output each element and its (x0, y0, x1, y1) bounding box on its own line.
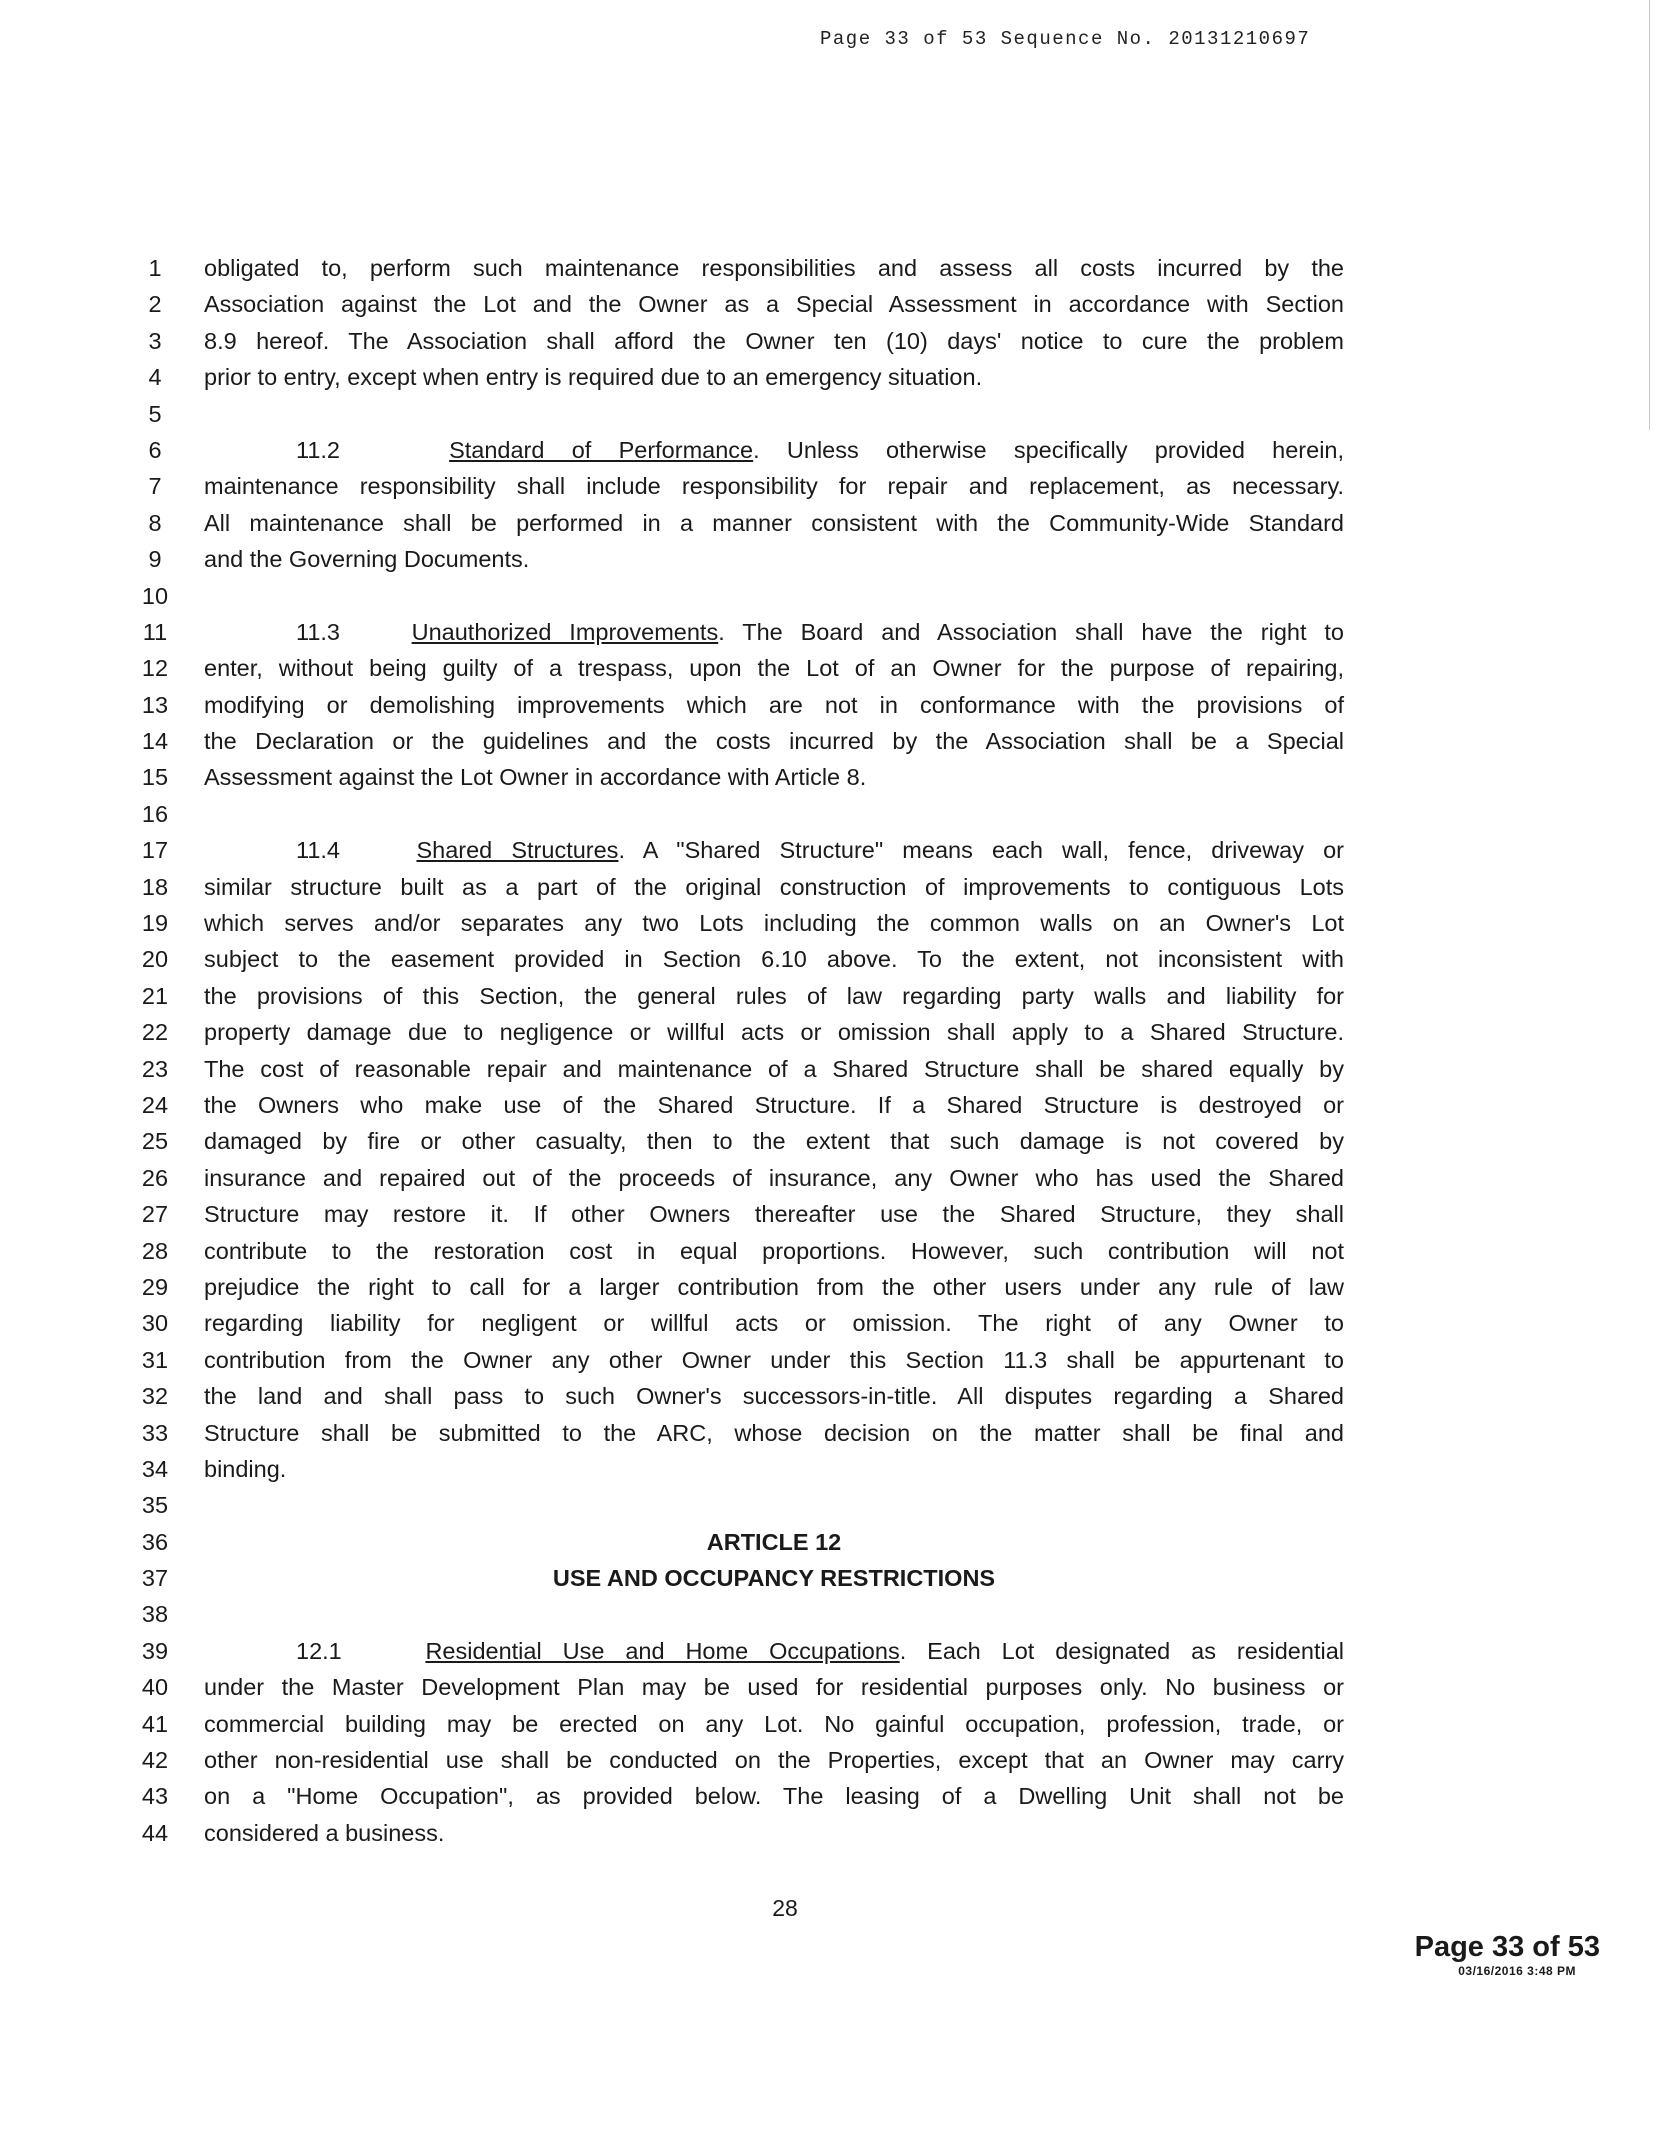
document-line (140, 869, 1360, 905)
document-line (140, 1269, 1360, 1305)
document-line (140, 1524, 1360, 1560)
section-text: . Each Lot designated as residential (899, 1637, 1344, 1664)
line-text: property damage due to negligence or willful acts or omission shall apply to a Shared Structure. (204, 1019, 1344, 1046)
line-number: 23 (141, 1055, 169, 1082)
line-number: 24 (141, 1091, 169, 1118)
document-body (140, 250, 1360, 1851)
document-line (140, 505, 1360, 541)
section-line (204, 1633, 1344, 1669)
document-line (140, 1415, 1360, 1451)
line-number: 38 (141, 1601, 169, 1628)
stamp-date: 03/16/2016 3:48 PM (1458, 1964, 1576, 1978)
document-line (140, 432, 1360, 468)
line-number: 32 (141, 1383, 169, 1410)
line-number: 17 (141, 837, 169, 864)
line-number: 2 (148, 291, 162, 318)
document-line (140, 759, 1360, 795)
section-line (204, 432, 1344, 468)
stamp-page-count: Page 33 of 53 (1414, 1931, 1600, 1963)
document-line (140, 796, 1360, 832)
line-number: 22 (141, 1019, 169, 1046)
line-text: the Declaration or the guidelines and the costs incurred by the Association shall be a Special (204, 728, 1344, 755)
line-text: The cost of reasonable repair and maintenance of a Shared Structure shall be shared equally by (204, 1055, 1344, 1082)
section-title: Unauthorized Improvements (411, 618, 719, 645)
line-number: 33 (141, 1419, 169, 1446)
section-line (204, 614, 1344, 650)
line-text: enter, without being guilty of a trespass, upon the Lot of an Owner for the purpose of repairing, (204, 655, 1344, 682)
document-line (140, 1633, 1360, 1669)
document-line (140, 1342, 1360, 1378)
line-text: considered a business. (204, 1819, 445, 1846)
line-text: the Owners who make use of the Shared Structure. If a Shared Structure is destroyed or (204, 1091, 1344, 1118)
line-number: 28 (141, 1237, 169, 1264)
article-heading: ARTICLE 12 (706, 1528, 842, 1555)
line-text: other non-residential use shall be conducted on the Properties, except that an Owner may carry (204, 1747, 1344, 1774)
line-text: modifying or demolishing improvements which are not in conformance with the provisions of (204, 691, 1344, 718)
line-number: 43 (141, 1783, 169, 1810)
scan-edge-mark (1649, 0, 1650, 430)
document-line (140, 1087, 1360, 1123)
document-line (140, 396, 1360, 432)
line-number: 5 (148, 400, 162, 427)
recording-stamp (1400, 1930, 1600, 1978)
document-line (140, 1305, 1360, 1341)
line-number: 18 (141, 873, 169, 900)
line-text: the land and shall pass to such Owner's successors-in-title. All disputes regarding a Shared (204, 1383, 1344, 1410)
line-number: 21 (141, 982, 169, 1009)
document-header: Page 33 of 53 Sequence No. 20131210697 (820, 28, 1311, 50)
section-title: Residential Use and Home Occupations (425, 1637, 900, 1664)
section-number: 11.3 (296, 618, 340, 645)
article-heading: USE AND OCCUPANCY RESTRICTIONS (552, 1565, 996, 1592)
page-number: 28 (772, 1895, 798, 1921)
document-line (140, 250, 1360, 286)
document-line (140, 1778, 1360, 1814)
document-line (140, 1742, 1360, 1778)
document-line (140, 541, 1360, 577)
line-number: 37 (141, 1565, 169, 1592)
line-text: 8.9 hereof. The Association shall afford the Owner ten (10) days' notice to cure the problem (204, 327, 1344, 354)
line-number: 8 (148, 509, 162, 536)
section-text: . A "Shared Structure" means each wall, fence, driveway or (618, 837, 1344, 864)
document-line (140, 1669, 1360, 1705)
line-text: damaged by fire or other casualty, then to the extent that such damage is not covered by (204, 1128, 1344, 1155)
document-line (140, 941, 1360, 977)
line-number: 26 (141, 1164, 169, 1191)
line-text: Assessment against the Lot Owner in accordance with Article 8. (204, 764, 867, 791)
document-line (140, 905, 1360, 941)
line-text: and the Governing Documents. (204, 546, 530, 573)
line-text: Structure shall be submitted to the ARC, whose decision on the matter shall be final and (204, 1419, 1344, 1446)
line-number: 41 (141, 1710, 169, 1737)
document-line (140, 1123, 1360, 1159)
line-number: 39 (141, 1637, 169, 1664)
line-number: 11 (142, 618, 168, 645)
document-line (140, 468, 1360, 504)
line-number: 7 (148, 473, 162, 500)
line-text: prejudice the right to call for a larger contribution from the other users under any rule of law (204, 1273, 1344, 1300)
line-text: contribution from the Owner any other Owner under this Section 11.3 shall be appurtenant to (204, 1346, 1344, 1373)
line-text: the provisions of this Section, the general rules of law regarding party walls and liability for (204, 982, 1344, 1009)
line-number: 36 (141, 1528, 169, 1555)
section-number: 12.1 (296, 1637, 342, 1664)
section-number: 11.4 (296, 837, 340, 864)
line-number: 6 (148, 436, 162, 463)
line-number: 12 (141, 655, 169, 682)
document-line (140, 323, 1360, 359)
section-title: Standard of Performance (449, 436, 754, 463)
line-text: maintenance responsibility shall include responsibility for repair and replacement, as necessary. (204, 473, 1344, 500)
line-number: 40 (141, 1674, 169, 1701)
document-line (140, 1596, 1360, 1632)
document-line (140, 1451, 1360, 1487)
line-number: 4 (148, 364, 162, 391)
section-text: . The Board and Association shall have the right to (718, 618, 1344, 645)
document-line (140, 1815, 1360, 1851)
line-number: 27 (141, 1201, 169, 1228)
line-number: 44 (141, 1819, 169, 1846)
document-line (140, 1233, 1360, 1269)
line-number: 20 (141, 946, 169, 973)
line-number: 19 (141, 910, 169, 937)
line-text: contribute to the restoration cost in equal proportions. However, such contribution will not (204, 1237, 1344, 1264)
document-line (140, 578, 1360, 614)
document-line (140, 650, 1360, 686)
section-text: . Unless otherwise specifically provided herein, (753, 436, 1345, 463)
line-text: which serves and/or separates any two Lots including the common walls on an Owner's Lot (204, 910, 1344, 937)
document-line (140, 1706, 1360, 1742)
line-text: on a "Home Occupation", as provided below. The leasing of a Dwelling Unit shall not be (204, 1783, 1344, 1810)
line-text: subject to the easement provided in Section 6.10 above. To the extent, not inconsistent with (204, 946, 1344, 973)
line-number: 30 (141, 1310, 169, 1337)
line-number: 15 (141, 764, 169, 791)
section-line (204, 832, 1344, 868)
line-text: obligated to, perform such maintenance responsibilities and assess all costs incurred by the (204, 255, 1344, 281)
line-text: Association against the Lot and the Owner as a Special Assessment in accordance with Section (204, 291, 1344, 318)
document-line (140, 1160, 1360, 1196)
line-number: 14 (141, 728, 169, 755)
line-number: 25 (141, 1128, 169, 1155)
line-text: similar structure built as a part of the original construction of improvements to contiguous Lots (204, 873, 1344, 900)
section-number: 11.2 (296, 436, 340, 463)
line-number: 13 (141, 691, 169, 718)
line-number: 16 (141, 800, 169, 827)
line-number: 9 (148, 546, 162, 573)
line-number: 42 (141, 1747, 169, 1774)
line-text: All maintenance shall be performed in a manner consistent with the Community-Wide Standard (204, 509, 1344, 536)
document-line (140, 1487, 1360, 1523)
document-line (140, 1378, 1360, 1414)
line-number: 35 (141, 1492, 169, 1519)
line-number: 34 (141, 1455, 169, 1482)
document-line (140, 1560, 1360, 1596)
line-number: 31 (141, 1346, 169, 1373)
document-line (140, 832, 1360, 868)
document-line (140, 687, 1360, 723)
line-text: commercial building may be erected on any Lot. No gainful occupation, profession, trade, or (204, 1710, 1344, 1737)
line-text: insurance and repaired out of the proceeds of insurance, any Owner who has used the Shared (204, 1164, 1344, 1191)
line-text: prior to entry, except when entry is required due to an emergency situation. (204, 364, 983, 391)
line-text: Structure may restore it. If other Owners thereafter use the Shared Structure, they shall (204, 1201, 1344, 1228)
line-number: 3 (148, 327, 162, 354)
section-title: Shared Structures (416, 837, 619, 864)
line-number: 29 (141, 1273, 169, 1300)
document-line (140, 723, 1360, 759)
line-text: under the Master Development Plan may be used for residential purposes only. No business or (204, 1674, 1344, 1701)
line-text: binding. (204, 1455, 287, 1482)
document-line (140, 1051, 1360, 1087)
line-number: 10 (141, 582, 169, 609)
line-number: 1 (148, 255, 162, 281)
document-line (140, 359, 1360, 395)
document-line (140, 978, 1360, 1014)
document-line (140, 614, 1360, 650)
document-line (140, 1014, 1360, 1050)
document-line (140, 1196, 1360, 1232)
line-text: regarding liability for negligent or willful acts or omission. The right of any Owner to (204, 1310, 1344, 1337)
document-line (140, 286, 1360, 322)
